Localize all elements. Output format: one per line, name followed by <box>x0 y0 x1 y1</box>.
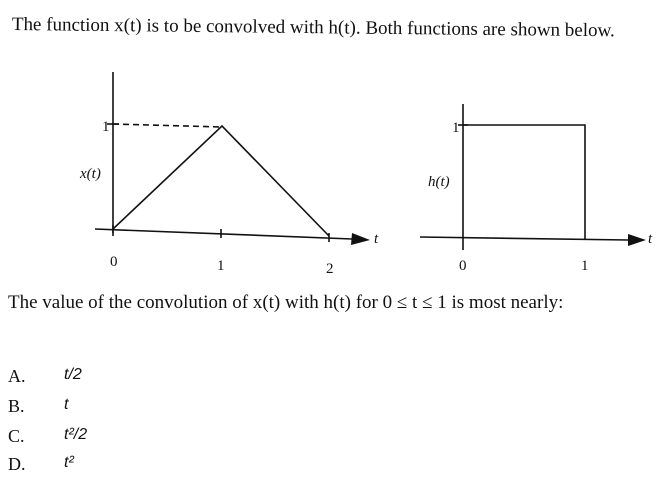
problem-prompt: The function x(t) is to be convolved with h(t). Both functions are shown below. <box>11 14 615 42</box>
x-time-axis-label: t <box>374 231 379 247</box>
problem-question: The value of the convolution of x(t) with h(t) for 0 ≤ t ≤ 1 is most nearly: <box>8 292 564 313</box>
h-rectangle-curve <box>463 125 585 240</box>
x-plot <box>95 72 370 245</box>
choice-b-letter: B. <box>8 396 25 416</box>
h-axis-arrowhead <box>628 234 646 246</box>
h-tick-label-1: 1 <box>581 258 589 274</box>
h-tick-label-0: 0 <box>459 258 467 274</box>
x-tick-label-0: 0 <box>110 254 118 270</box>
h-function-label: h(t) <box>428 174 450 190</box>
h-height-label: 1 <box>452 120 460 136</box>
choice-a-letter: A. <box>8 366 26 386</box>
choice-c-answer: t²/2 <box>64 426 88 443</box>
x-tick-label-1: 1 <box>217 258 225 274</box>
choice-d-answer: t² <box>64 454 74 471</box>
h-time-axis-label: t <box>648 231 653 247</box>
x-time-axis <box>95 229 352 239</box>
x-peak-guide <box>113 124 222 127</box>
choice-c-letter: C. <box>8 426 25 446</box>
x-triangle-curve <box>113 126 329 236</box>
choice-b-answer: t <box>64 396 69 413</box>
x-axis-arrowhead <box>351 233 370 245</box>
x-peak-label: 1 <box>102 119 110 135</box>
choice-a-answer: t/2 <box>64 366 82 383</box>
x-tick-label-2: 2 <box>326 261 334 277</box>
h-time-axis <box>420 237 628 240</box>
x-function-label: x(t) <box>80 166 101 182</box>
choice-d-letter: D. <box>8 454 26 474</box>
